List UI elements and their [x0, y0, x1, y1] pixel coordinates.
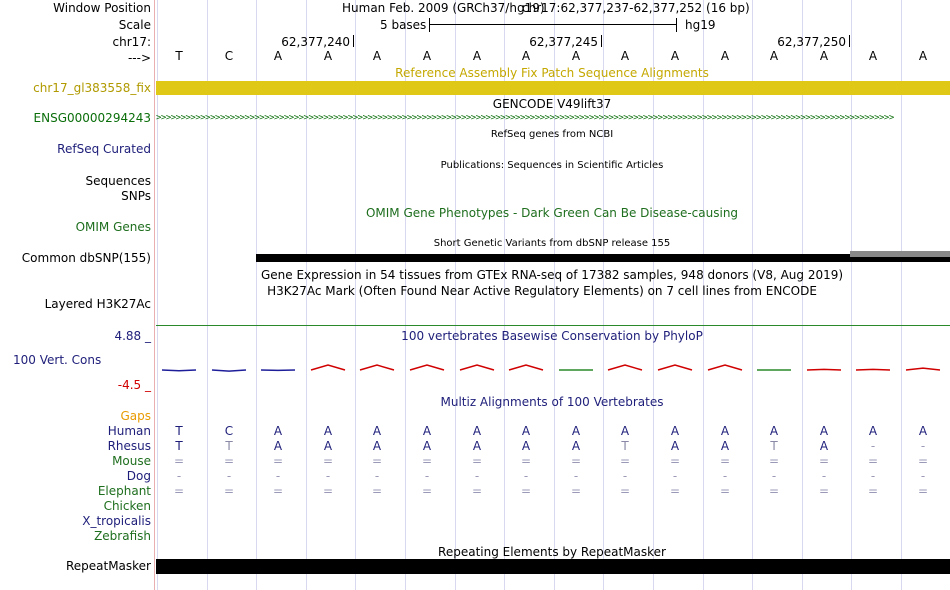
track-label-column: [0, 0, 155, 590]
aligned-base: A: [571, 439, 581, 453]
aligned-base: =: [867, 454, 879, 468]
track-data-area[interactable]: [156, 0, 950, 590]
aligned-base: A: [472, 439, 482, 453]
fix-patch-alignment-bar[interactable]: [156, 81, 950, 95]
species-label: X_tropicalis: [82, 514, 151, 528]
aligned-base: =: [867, 484, 879, 498]
phylop-track-title: 100 vertebrates Basewise Conservation by PhyloP: [401, 329, 703, 343]
aligned-base: T: [175, 424, 183, 438]
aligned-base: A: [868, 424, 878, 438]
aligned-base: =: [669, 454, 681, 468]
aligned-base: =: [223, 454, 235, 468]
phylop-score-mark: [856, 369, 890, 370]
aligned-base: -: [325, 469, 331, 483]
aligned-base: A: [372, 439, 382, 453]
phylop-conservation-plot[interactable]: [156, 340, 950, 386]
aligned-base: A: [472, 424, 482, 438]
phylop-score-mark: [410, 365, 444, 370]
reference-base: A: [769, 49, 779, 63]
gtex-track-title: Gene Expression in 54 tissues from GTEx RNA-seq of 17382 samples, 948 donors (V8, Aug 2019): [260, 268, 844, 282]
aligned-base: A: [670, 439, 680, 453]
reference-base: A: [670, 49, 680, 63]
coordinate-tick-label: 62,377,240: [281, 35, 350, 49]
aligned-base: -: [622, 469, 628, 483]
coordinate-tick-label: 62,377,245: [529, 35, 598, 49]
phylop-score-mark: [658, 365, 692, 370]
scale-label: Scale: [118, 18, 151, 32]
gencode-track-title: GENCODE V49lift37: [492, 97, 612, 111]
aligned-base: =: [421, 454, 433, 468]
aligned-base: A: [422, 424, 432, 438]
dbsnp-variant-bar[interactable]: [256, 254, 950, 262]
repeatmasker-track-label[interactable]: RepeatMasker: [65, 559, 151, 573]
phylop-score-mark: [212, 370, 246, 371]
phylop-top-line: [156, 325, 950, 326]
species-label: Chicken: [103, 499, 151, 513]
reference-base: A: [571, 49, 581, 63]
aligned-base: =: [322, 484, 334, 498]
aligned-base: A: [273, 424, 283, 438]
aligned-base: A: [720, 424, 730, 438]
h3k27ac-track-title: H3K27Ac Mark (Often Found Near Active Regulatory Elements) on 7 cell lines from ENCODE: [267, 284, 817, 298]
refseq-track-title: RefSeq genes from NCBI: [490, 129, 614, 140]
fix-patch-track-title: Reference Assembly Fix Patch Sequence Alignments: [395, 66, 709, 80]
coordinate-tick-label: 62,377,250: [777, 35, 846, 49]
phylop-score-mark: [311, 365, 345, 370]
aligned-base: A: [670, 424, 680, 438]
scale-bar-right-tick: [676, 18, 677, 32]
aligned-base: T: [225, 439, 233, 453]
phylop-score-mark: [608, 365, 642, 370]
dbsnp-variant-bar-grey[interactable]: [850, 251, 950, 257]
phylop-score-mark: [509, 365, 543, 370]
aligned-base: -: [672, 469, 678, 483]
reference-base: A: [372, 49, 382, 63]
species-label: Elephant: [97, 484, 151, 498]
aligned-base: =: [719, 454, 731, 468]
reference-base: A: [868, 49, 878, 63]
species-label: Dog: [126, 469, 151, 483]
aligned-base: =: [272, 484, 284, 498]
aligned-base: =: [421, 484, 433, 498]
aligned-base: A: [521, 439, 531, 453]
gaps-label: Gaps: [120, 409, 151, 423]
aligned-base: =: [371, 454, 383, 468]
reference-base: A: [819, 49, 829, 63]
aligned-base: =: [917, 484, 929, 498]
aligned-base: =: [223, 484, 235, 498]
aligned-base: -: [821, 469, 827, 483]
phylop-score-mark: [360, 365, 394, 370]
phylop-score-mark: [460, 365, 494, 370]
reference-base: T: [175, 49, 183, 63]
aligned-base: A: [422, 439, 432, 453]
aligned-base: -: [771, 469, 777, 483]
aligned-base: =: [619, 454, 631, 468]
publications-track-title: Publications: Sequences in Scientific Articles: [440, 160, 664, 171]
aligned-base: A: [769, 424, 779, 438]
fix-patch-item-label[interactable]: chr17_gl383558_fix: [33, 81, 151, 95]
aligned-base: C: [224, 424, 234, 438]
aligned-base: -: [226, 469, 232, 483]
aligned-base: A: [819, 424, 829, 438]
repeatmasker-track-title: Repeating Elements by RepeatMasker: [438, 545, 666, 559]
dbsnp-track-title: Short Genetic Variants from dbSNP release 155: [433, 238, 671, 249]
assembly-title: Human Feb. 2009 (GRCh37/hg19): [342, 1, 545, 15]
h3k27ac-track-label[interactable]: Layered H3K27Ac: [44, 297, 151, 311]
gencode-gene-label[interactable]: ENSG00000294243: [33, 111, 151, 125]
multiz-track-title: Multiz Alignments of 100 Vertebrates: [440, 395, 664, 409]
aligned-base: =: [619, 484, 631, 498]
aligned-base: =: [520, 454, 532, 468]
coordinate-tick-mark: [849, 35, 850, 47]
aligned-base: =: [818, 484, 830, 498]
scale-bar: [429, 24, 676, 25]
window-position-text: chr17:62,377,237-62,377,252 (16 bp): [522, 1, 750, 15]
aligned-base: -: [920, 469, 926, 483]
reference-base: A: [273, 49, 283, 63]
aligned-base: -: [424, 469, 430, 483]
aligned-base: A: [571, 424, 581, 438]
publications-snps-label[interactable]: SNPs: [121, 189, 151, 203]
aligned-base: -: [374, 469, 380, 483]
aligned-base: =: [322, 454, 334, 468]
publications-sequences-label[interactable]: Sequences: [85, 174, 151, 188]
aligned-base: A: [372, 424, 382, 438]
phylop-track-label[interactable]: 100 Vert. Cons: [13, 353, 102, 367]
aligned-base: A: [918, 424, 928, 438]
species-label: Rhesus: [107, 439, 151, 453]
aligned-base: =: [471, 484, 483, 498]
aligned-base: =: [719, 484, 731, 498]
aligned-base: T: [770, 439, 778, 453]
aligned-base: -: [474, 469, 480, 483]
aligned-base: =: [173, 454, 185, 468]
reference-base: A: [620, 49, 630, 63]
phylop-min-label: -4.5 _: [117, 378, 151, 392]
scale-assembly: hg19: [685, 18, 716, 32]
aligned-base: -: [870, 439, 876, 453]
strand-label: --->: [127, 51, 151, 65]
aligned-base: =: [471, 454, 483, 468]
scale-bar-left-tick: [429, 18, 430, 32]
phylop-score-mark: [807, 369, 841, 370]
aligned-base: -: [722, 469, 728, 483]
aligned-base: A: [323, 439, 333, 453]
species-label: Zebrafish: [94, 529, 151, 543]
aligned-base: T: [621, 439, 629, 453]
window-position-label: Window Position: [53, 1, 151, 15]
aligned-base: =: [570, 454, 582, 468]
reference-base: A: [918, 49, 928, 63]
aligned-base: =: [768, 454, 780, 468]
gencode-transcript-line[interactable]: >>>>>>>>>>>>>>>>>>>>>>>>>>>>>>>>>>>>>>>>>>>>>>>>>>>>>>>>>>>>>>>>>>>>>>>>>>>>>>>>>>>>>>>>>>>>>>>>>>>>>>>>>>>>>>>>>>>>>>>>>>>>>>>>>>>>>>>>>>>>>>>>>>>>>>: [156, 113, 894, 123]
phylop-score-mark: [708, 365, 742, 370]
aligned-base: A: [521, 424, 531, 438]
phylop-score-mark: [162, 370, 196, 371]
aligned-base: =: [818, 454, 830, 468]
aligned-base: =: [768, 484, 780, 498]
reference-base: A: [720, 49, 730, 63]
species-label: Human: [107, 424, 151, 438]
reference-base: A: [521, 49, 531, 63]
aligned-base: A: [720, 439, 730, 453]
aligned-base: =: [272, 454, 284, 468]
reference-base: A: [422, 49, 432, 63]
aligned-base: =: [917, 454, 929, 468]
aligned-base: A: [819, 439, 829, 453]
scale-text: 5 bases: [380, 18, 427, 32]
aligned-base: -: [920, 439, 926, 453]
phylop-score-mark: [906, 368, 940, 370]
aligned-base: =: [669, 484, 681, 498]
aligned-base: -: [573, 469, 579, 483]
dbsnp-track-label[interactable]: Common dbSNP(155): [21, 251, 151, 265]
aligned-base: =: [371, 484, 383, 498]
coordinate-tick-mark: [353, 35, 354, 47]
aligned-base: =: [570, 484, 582, 498]
repeatmasker-element-bar[interactable]: [156, 559, 950, 574]
aligned-base: =: [173, 484, 185, 498]
aligned-base: -: [870, 469, 876, 483]
aligned-base: T: [175, 439, 183, 453]
aligned-base: A: [323, 424, 333, 438]
species-label: Mouse: [112, 454, 151, 468]
aligned-base: -: [275, 469, 281, 483]
reference-base: A: [472, 49, 482, 63]
omim-track-title: OMIM Gene Phenotypes - Dark Green Can Be Disease-causing: [365, 206, 739, 220]
coordinate-tick-mark: [601, 35, 602, 47]
aligned-base: -: [523, 469, 529, 483]
aligned-base: =: [520, 484, 532, 498]
reference-base: A: [323, 49, 333, 63]
aligned-base: A: [273, 439, 283, 453]
phylop-max-label: 4.88 _: [114, 329, 151, 343]
aligned-base: A: [620, 424, 630, 438]
chromosome-label: chr17:: [112, 35, 151, 49]
aligned-base: -: [176, 469, 182, 483]
reference-base: C: [224, 49, 234, 63]
refseq-track-label[interactable]: RefSeq Curated: [57, 142, 151, 156]
omim-track-label[interactable]: OMIM Genes: [75, 220, 151, 234]
